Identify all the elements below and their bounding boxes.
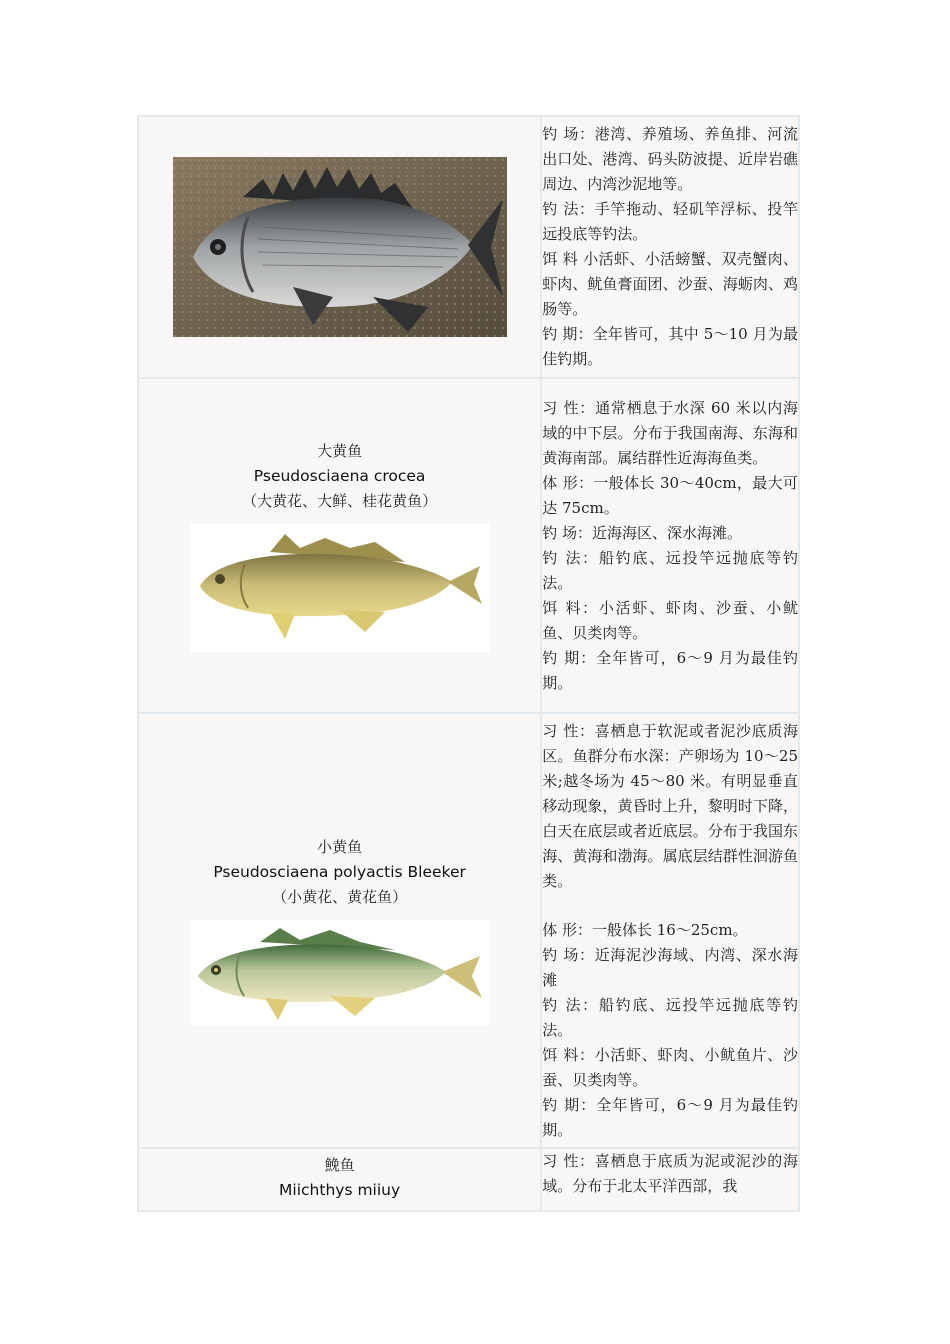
desc-line: 钓 法：船钓底、远投竿远抛底等钓法。 (542, 548, 798, 592)
desc-line: 钓 期：全年皆可，其中 5～10 月为最佳钓期。 (542, 325, 798, 368)
fish-alias: （大黄花、大鲜、桂花黄鱼） (242, 492, 438, 510)
fish-cell (138, 1148, 541, 1211)
desc-line: 饵 料：小活虾、虾肉、沙蚕、小鱿鱼、贝类肉等。 (542, 598, 798, 642)
fish-description (541, 378, 799, 713)
desc-line: 钓 场：港湾、养殖场、养鱼排、河流出口处、港湾、码头防波提、近岸岩礁周边、内湾沙泥地等。 (542, 125, 798, 193)
table-row (138, 713, 799, 1148)
fish-name-cn: 鮸鱼 (324, 1156, 355, 1174)
fish-cell (138, 713, 541, 1148)
desc-line: 体 形：一般体长 16～25cm。 (542, 920, 748, 939)
table-row (138, 378, 799, 713)
fish-cell (138, 116, 541, 378)
small-yellow-croaker-photo (190, 920, 490, 1026)
fish-name-latin: Pseudosciaena polyactis Bleeker (213, 863, 466, 881)
desc-line: 钓 法：船钓底、远投竿远抛底等钓法。 (542, 995, 798, 1039)
sea-bream-photo (173, 157, 507, 337)
large-yellow-croaker-photo (190, 524, 490, 652)
fish-cell (138, 378, 541, 713)
desc-line: 钓 场：近海海区、深水海滩。 (542, 523, 742, 542)
desc-line: 钓 期：全年皆可，6～9 月为最佳钓期。 (542, 648, 798, 692)
fish-description (541, 1148, 799, 1211)
desc-line: 饵 料：小活虾、虾肉、小鱿鱼片、沙蚕、贝类肉等。 (542, 1045, 798, 1089)
table-row (138, 1148, 799, 1211)
desc-line: 习 性：喜栖息于底质为泥或泥沙的海域。分布于北太平洋西部，我 (542, 1152, 798, 1195)
fish-table (137, 115, 800, 1212)
fish-name-latin: Miichthys miiuy (279, 1181, 401, 1199)
fish-alias: （小黄花、黄花鱼） (272, 888, 408, 906)
fish-name-cn: 大黄鱼 (317, 442, 363, 460)
desc-line: 钓 场：近海泥沙海域、内湾、深水海滩 (542, 945, 798, 989)
desc-line: 饵 料 小活虾、小活螃蟹、双壳蟹肉、虾肉、鱿鱼膏面团、沙蚕、海蛎肉、鸡肠等。 (542, 250, 798, 318)
fish-name-cn: 小黄鱼 (317, 838, 363, 856)
desc-line: 习 性：通常栖息于水深 60 米以内海域的中下层。分布于我国南海、东海和黄海南部。属结群性近海海鱼类。 (542, 398, 798, 467)
desc-line: 习 性：喜栖息于软泥或者泥沙底质海区。鱼群分布水深：产卵场为 10～25 米;越冬场为 45～80 米。有明显垂直移动现象，黄昏时上升，黎明时下降，白天在底层或者近底层。分布于我国东海、黄海和渤海。属底层结群性洄游鱼类。 (542, 721, 798, 890)
fish-description (541, 713, 799, 1148)
fish-description (541, 116, 799, 378)
desc-line: 体 形：一般体长 30～40cm，最大可达 75cm。 (542, 473, 798, 517)
desc-line: 钓 法：手竿拖动、轻矶竿浮标、投竿远投底等钓法。 (542, 200, 798, 243)
desc-line: 钓 期：全年皆可，6～9 月为最佳钓期。 (542, 1095, 798, 1139)
fish-name-latin: Pseudosciaena crocea (253, 467, 426, 485)
paragraph-gap (542, 894, 798, 918)
table-row (138, 116, 799, 378)
